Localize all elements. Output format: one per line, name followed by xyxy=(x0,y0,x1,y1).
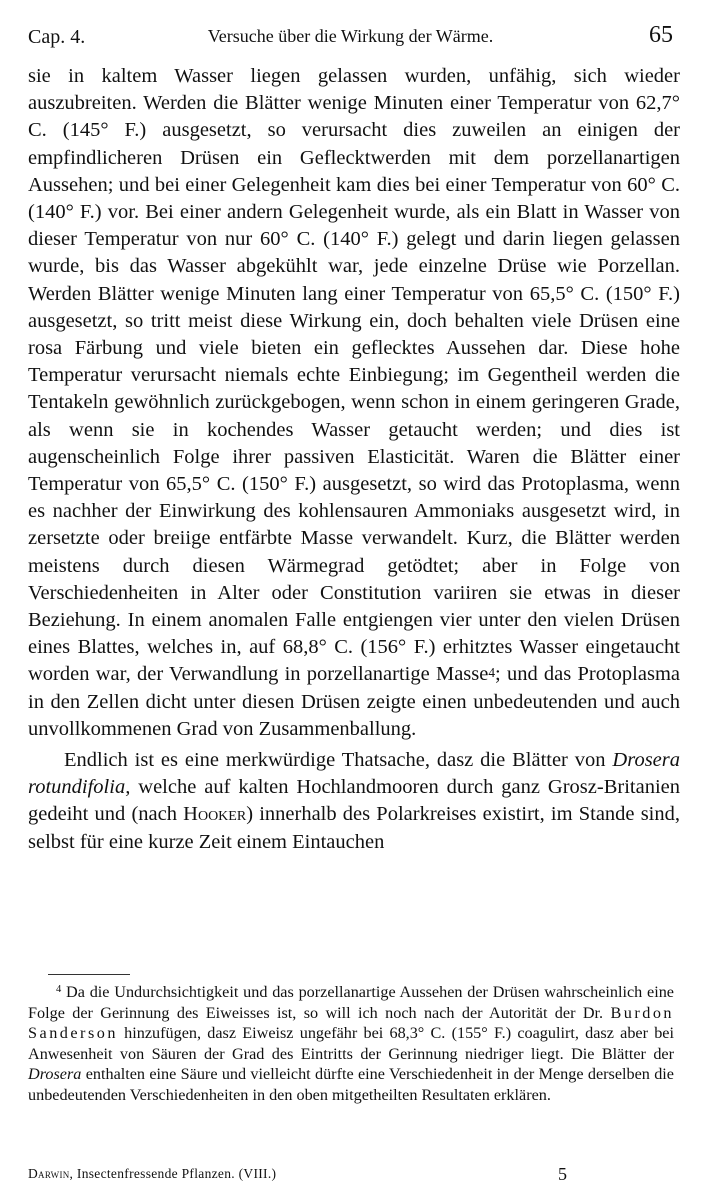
footnote-paragraph xyxy=(28,982,674,1106)
footer-title: , Insectenfressende Pflanzen. (VIII.) xyxy=(69,1166,277,1181)
footnote-marker: 4 xyxy=(56,984,62,995)
running-header xyxy=(28,22,673,52)
paragraph-1-text: sie in kaltem Wasser liegen gelassen wurden, unfähig, sich wieder auszubreiten. Werden die Blätter wenige Minuten einer Temperatur von 62,7° C. (145° F.) ausgesetzt, so verursacht dies zuweilen an einigen der empfindlicheren Drüsen ein Geflecktwerden mit dem porzellanartigen Aussehen; und bei einer Gelegenheit kam dies bei einer Temperatur von 60° C. (140° F.) vor. Bei einer andern Gelegenheit wurde, als ein Blatt in Wasser von dieser Temperatur von nur 60° C. (140° F.) gelegt und darin liegen gelassen wurde, bis das Wasser abgekühlt war, jede einzelne Drüse wie Porzellan. Werden Blätter wenige Minuten lang einer Temperatur von 65,5° C. (150° F.) ausgesetzt, so tritt meist diese Wirkung ein, doch behalten viele Drüsen eine rosa Färbung und viele bieten ein geflecktes Aussehen dar. Diese hohe Temperatur verursacht niemals echte Einbiegung; im Gegentheil werden die Tentakeln gewöhnlich zurückgebogen, wenn schon in einem geringeren Grade, als wenn sie in kochendes Wasser getaucht werden; und dies ist augenscheinlich Folge ihrer passiven Elasticität. Waren die Blätter einer Temperatur von 65,5° C. (150° F.) ausgesetzt, so wird das Protoplasma, wenn es nachher der Einwirkung des kohlensauren Ammoniaks ausgesetzt wird, in zersetzte oder breiige entfärbte Masse verwandelt. Kurz, die Blätter werden meistens durch diesen Wärmegrad getödtet; aber in Folge von Verschiedenheiten in Alter oder Constitution variiren sie etwas in dieser Beziehung. In einem anomalen Falle entgiengen vier unter den vielen Drüsen eines Blattes, welches in, auf 68,8° C. (156° F.) erhitztes Wasser eingetaucht worden war, der Verwandlung in porzellanartige Masse xyxy=(28,65,680,686)
footer-imprint xyxy=(28,1166,276,1182)
main-text xyxy=(28,63,680,856)
author-name: Hooker xyxy=(183,803,247,826)
footnote-text-c: enthalten eine Säure und vielleicht dürfte eine Verschiedenheit in der Menge derselben die unbedeutenden Verschiedenheiten in den oben mitgetheilten Resultaten erklären. xyxy=(28,1065,674,1104)
paragraph-1 xyxy=(28,63,680,743)
paragraph-2 xyxy=(28,747,680,856)
footer-author: Darwin xyxy=(28,1166,70,1181)
footnote-genus: Drosera xyxy=(28,1065,82,1084)
footnote xyxy=(28,982,674,1106)
footnote-divider xyxy=(48,974,130,975)
page-number: 65 xyxy=(649,22,673,48)
paragraph-2-text-a: Endlich ist es eine merkwürdige Thatsache, dasz die Blätter von xyxy=(64,749,613,772)
running-title: Versuche über die Wirkung der Wärme. xyxy=(207,26,494,46)
paragraph-2-text-c: ) innerhalb des Polarkreises existirt, im Stande sind, selbst für eine kurze Zeit einem Eintauchen xyxy=(28,803,680,853)
signature-mark: 5 xyxy=(558,1164,567,1184)
footnote-ref: 4 xyxy=(488,665,495,681)
paragraph-1-end: ; und das Protoplasma in den Zellen dicht unter diesen Drüsen zeigte einen unbedeutenden und auch unvollkommenen Grad von Zusammenballung. xyxy=(28,663,680,740)
species-name: Drosera rotundifolia, xyxy=(28,749,680,799)
paragraph-2-text-b: welche auf kalten Hochlandmooren durch ganz Grosz-Britanien gedeiht und (nach xyxy=(28,776,680,826)
chapter-label: Cap. 4. xyxy=(28,26,86,48)
footnote-text-b: hinzufügen, dasz Eiweisz ungefähr bei 68,3° C. (155° F.) coagulirt, dasz aber bei Anwesenheit von Säuren der Grad des Eintritts der Gerinnung niedriger liegt. Die Blätter der xyxy=(28,1024,674,1063)
page-footer xyxy=(28,1160,673,1184)
footnote-text-a: Da die Undurchsichtigkeit und das porzellanartige Aussehen der Drüsen wahrscheinlich eine Folge der Gerinnung des Eiweisses ist, so will ich noch nach der Autorität der Dr. xyxy=(28,983,674,1022)
footnote-person: Burdon Sanderson xyxy=(28,1003,674,1043)
